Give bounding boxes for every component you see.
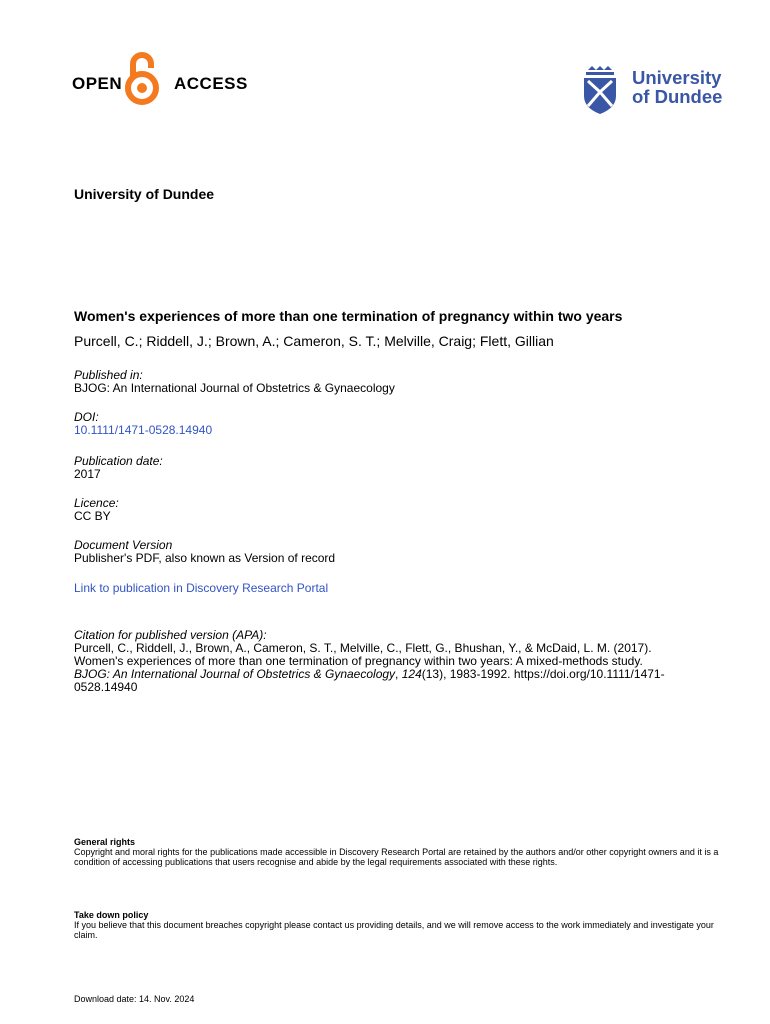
published-in-label: Published in: [74,368,143,382]
citation-line-2: Women's experiences of more than one termination of pregnancy within two years: A mixed-methods study. [74,654,643,668]
licence-label: Licence: [74,496,119,510]
citation-section [74,629,724,694]
take-down-text: If you believe that this document breaches copyright please contact us providing details, and we will remove access to the work immediately and investigate your claim. [74,920,714,940]
open-access-logo [72,48,247,108]
published-in-section [74,369,395,395]
download-date: Download date: 14. Nov. 2024 [74,994,195,1004]
licence-section [74,497,119,523]
publication-title: Women's experiences of more than one termination of pregnancy within two years [74,308,623,324]
document-version-label: Document Version [74,538,173,552]
citation-pages-doi: (13), 1983-1992. https://doi.org/10.1111/1471- [421,667,665,681]
document-version-section [74,539,335,565]
university-name-line2: of Dundee [632,86,723,107]
citation-line-3 [74,668,724,681]
citation-line-1: Purcell, C., Riddell, J., Brown, A., Cameron, S. T., Melville, C., Flett, G., Bhushan, Y., & McDaid, L. M. (2017). [74,641,652,655]
open-lock-icon [124,50,160,106]
document-version-value: Publisher's PDF, also known as Version of record [74,551,336,565]
citation-separator: , [395,667,402,681]
citation-line-4: 0528.14940 [74,680,138,694]
university-logo [580,66,730,116]
citation-label: Citation for published version (APA): [74,628,267,642]
university-name-line1: University [632,67,722,88]
general-rights-section [74,837,724,867]
publication-date-label: Publication date: [74,454,163,468]
general-rights-heading: General rights [74,837,136,847]
doi-label: DOI: [74,410,99,424]
author-list: Purcell, C.; Riddell, J.; Brown, A.; Cameron, S. T.; Melville, Craig; Flett, Gillian [74,333,554,349]
licence-value: CC BY [74,509,111,523]
portal-link[interactable]: Link to publication in Discovery Research Portal [74,581,329,595]
take-down-heading: Take down policy [74,910,149,920]
doi-section [74,411,212,437]
open-access-logo-left: OPEN [72,74,123,93]
doi-link[interactable]: 10.1111/1471-0528.14940 [74,423,213,437]
published-in-value: BJOG: An International Journal of Obstetrics & Gynaecology [74,381,395,395]
open-access-logo-right: ACCESS [174,74,248,93]
university-crest-icon [582,66,618,114]
take-down-section [74,910,724,940]
publication-date-section [74,455,163,481]
citation-volume: 124 [401,667,422,681]
institution-name: University of Dundee [74,186,215,202]
citation-journal: BJOG: An International Journal of Obstetrics & Gynaecology [74,667,396,681]
general-rights-text: Copyright and moral rights for the publications made accessible in Discovery Research Portal are retained by the authors and/or other copyright owners and it is a condition of accessing publications that users recognise and abide by the legal requirements associated with these rights. [74,847,719,867]
publication-date-value: 2017 [74,467,101,481]
